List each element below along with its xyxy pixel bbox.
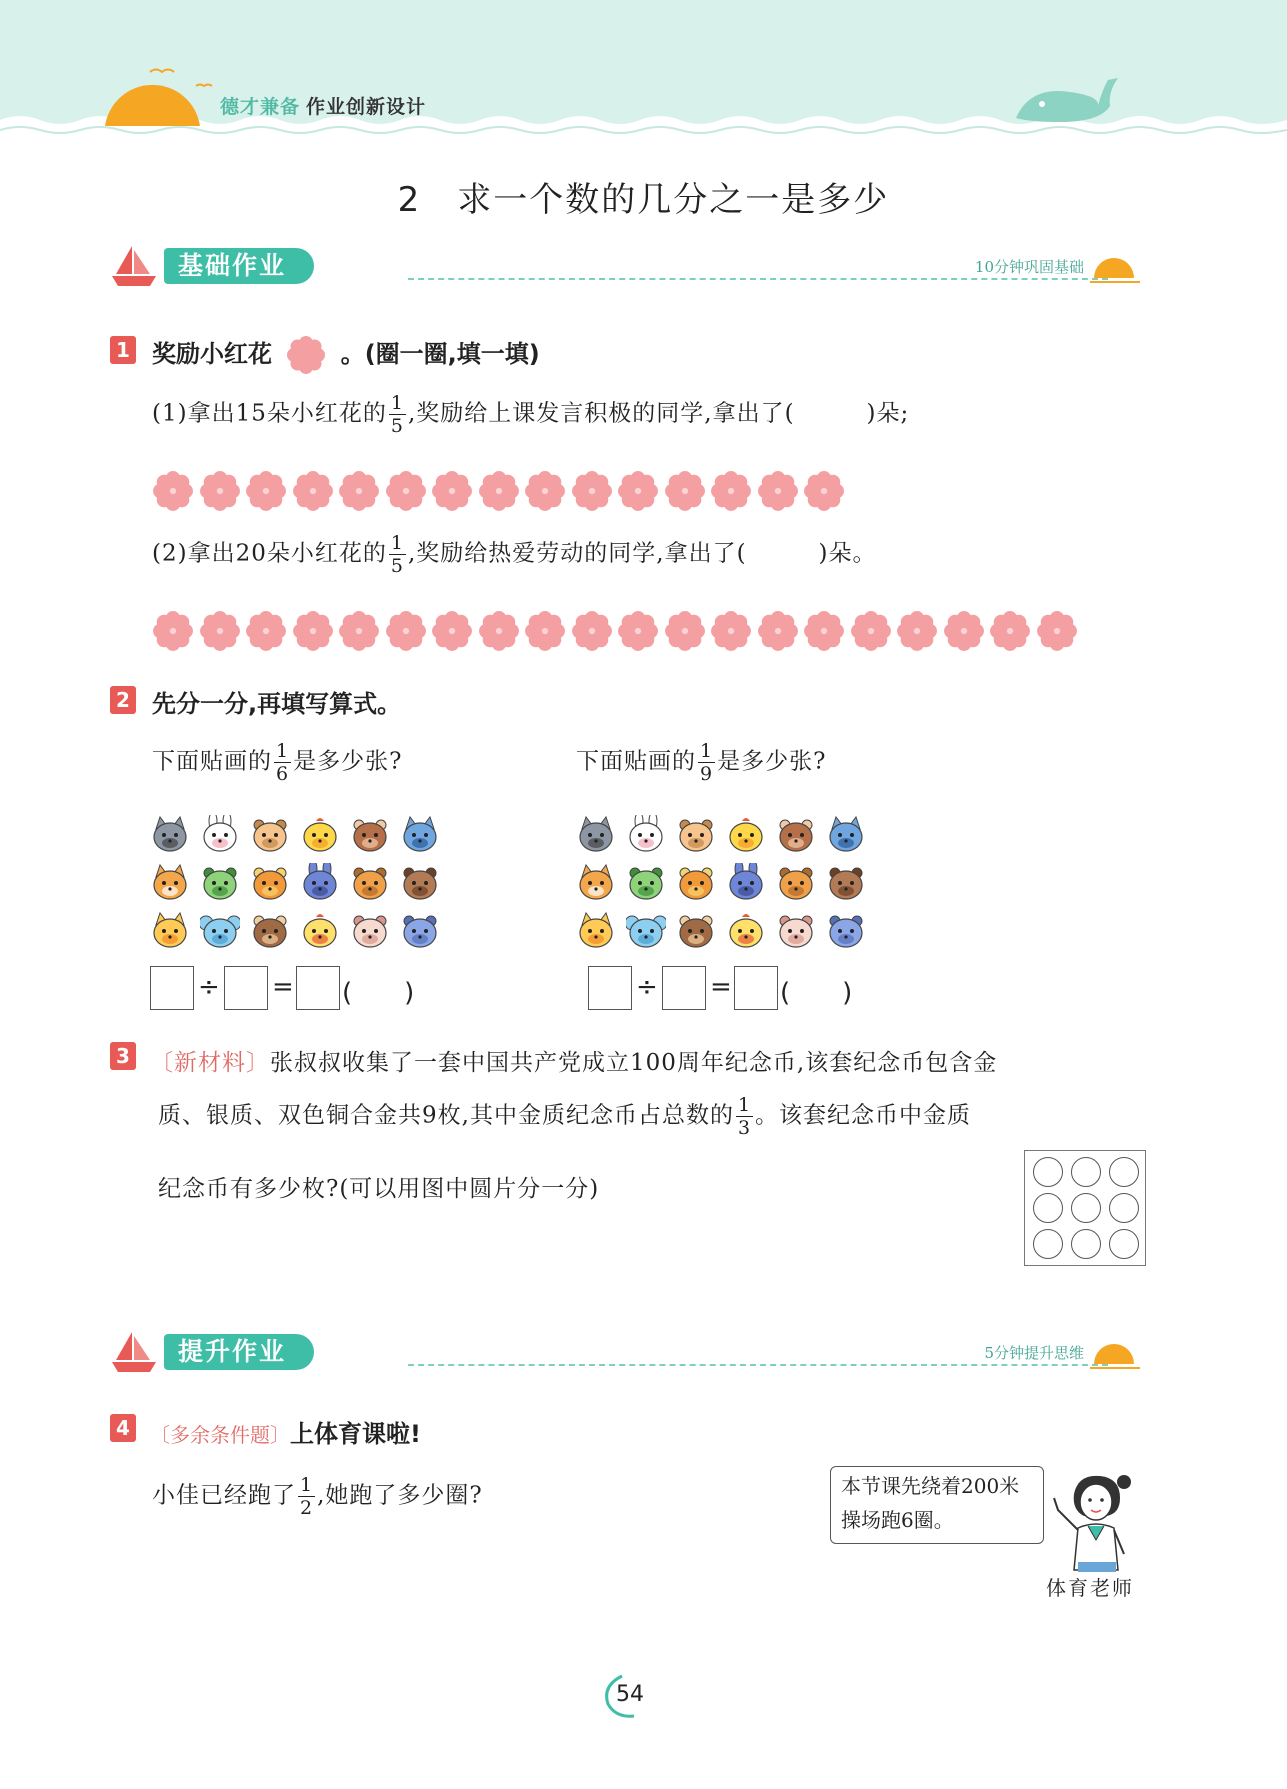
q3-line2-text-b: 。该套纪念币中金质 xyxy=(755,1102,972,1129)
flower-icon[interactable] xyxy=(199,470,241,512)
coin-circle[interactable] xyxy=(1033,1193,1063,1223)
bubble-line-2: 操场跑6圈。 xyxy=(841,1508,954,1532)
monkey-sticker-icon[interactable] xyxy=(676,815,716,853)
flower-icon[interactable] xyxy=(571,470,613,512)
denominator: 5 xyxy=(390,555,404,577)
speech-bubble xyxy=(830,1466,1044,1544)
hedgehog-sticker-icon[interactable] xyxy=(776,815,816,853)
mouse-sticker-icon[interactable] xyxy=(200,911,240,949)
question-number-2: 2 xyxy=(110,686,136,714)
flower-icon[interactable] xyxy=(199,610,241,652)
q2-right-text-b: 是多少张? xyxy=(717,748,827,775)
question-1-part-2 xyxy=(152,532,877,577)
question-2-left-prompt xyxy=(152,740,402,785)
flower-icon[interactable] xyxy=(757,470,799,512)
hippo-sticker-icon[interactable] xyxy=(400,911,440,949)
frog-sticker-icon[interactable] xyxy=(200,863,240,901)
coin-circle[interactable] xyxy=(1109,1157,1139,1187)
question-number-3: 3 xyxy=(110,1042,136,1070)
dog-sticker-icon[interactable] xyxy=(826,863,866,901)
sun-icon xyxy=(1090,252,1140,288)
sailboat-icon xyxy=(110,1330,160,1376)
answer-box[interactable] xyxy=(150,966,194,1010)
flower-icon[interactable] xyxy=(943,610,985,652)
numerator: 1 xyxy=(390,392,404,414)
answer-box[interactable] xyxy=(588,966,632,1010)
fraction xyxy=(698,740,715,785)
bear-sticker-icon[interactable] xyxy=(676,911,716,949)
question-3-line-2 xyxy=(158,1094,971,1139)
donkey-sticker-icon[interactable] xyxy=(300,863,340,901)
section-divider xyxy=(408,278,1108,280)
brand-main: 作业创新设计 xyxy=(306,96,427,118)
fraction xyxy=(298,1474,315,1519)
flower-icon[interactable] xyxy=(524,470,566,512)
coin-circle[interactable] xyxy=(1071,1193,1101,1223)
q2-left-text-b: 是多少张? xyxy=(293,748,403,775)
kitten-sticker-icon[interactable] xyxy=(150,911,190,949)
kitten-sticker-icon[interactable] xyxy=(576,911,616,949)
numerator: 1 xyxy=(737,1094,752,1116)
question-3-line-1 xyxy=(150,1044,997,1077)
teacher-illustration xyxy=(1044,1470,1144,1574)
flower-icon[interactable] xyxy=(338,470,380,512)
hedgehog-sticker-icon[interactable] xyxy=(350,815,390,853)
flower-icon[interactable] xyxy=(385,470,427,512)
deer-sticker-icon[interactable] xyxy=(350,863,390,901)
flower-icon[interactable] xyxy=(245,610,287,652)
frog-sticker-icon[interactable] xyxy=(626,863,666,901)
lesson-title: 2 求一个数的几分之一是多少 xyxy=(397,180,890,220)
section-subtitle: 5分钟提升思维 xyxy=(984,1344,1084,1362)
question-1-part-1 xyxy=(152,392,909,437)
coin-circle[interactable] xyxy=(1033,1229,1063,1259)
flower-row-20[interactable] xyxy=(152,610,1092,654)
question-number-1: 1 xyxy=(110,336,136,364)
question-1-text-before: 奖励小红花 xyxy=(152,340,272,368)
answer-box[interactable] xyxy=(224,966,268,1010)
sticker-grid-right[interactable] xyxy=(576,815,876,965)
lion-sticker-icon[interactable] xyxy=(676,863,716,901)
flower-icon[interactable] xyxy=(664,610,706,652)
teacher-caption: 体育老师 xyxy=(1046,1576,1134,1600)
section-advanced-homework xyxy=(108,1330,1148,1380)
unit-blank[interactable]: ( ) xyxy=(342,978,415,1008)
flower-icon[interactable] xyxy=(245,470,287,512)
bear-sticker-icon[interactable] xyxy=(250,911,290,949)
flower-icon[interactable] xyxy=(710,470,752,512)
donkey-sticker-icon[interactable] xyxy=(726,863,766,901)
equals-sign: = xyxy=(272,972,294,1002)
flower-icon[interactable] xyxy=(478,610,520,652)
divide-sign: ÷ xyxy=(198,972,220,1002)
flower-icon[interactable] xyxy=(803,470,845,512)
q1-p2-text-b: ,奖励给热爱劳动的同学,拿出了( )朵。 xyxy=(407,540,877,567)
flower-icon[interactable] xyxy=(803,610,845,652)
mouse-sticker-icon[interactable] xyxy=(626,911,666,949)
flower-icon[interactable] xyxy=(989,610,1031,652)
equals-sign: = xyxy=(710,972,732,1002)
fraction xyxy=(389,392,406,437)
fraction xyxy=(389,532,406,577)
denominator: 5 xyxy=(390,415,404,437)
numerator: 1 xyxy=(390,532,404,554)
answer-box[interactable] xyxy=(734,966,778,1010)
pig-sticker-icon[interactable] xyxy=(776,911,816,949)
flower-icon[interactable] xyxy=(896,610,938,652)
numerator: 1 xyxy=(276,740,290,762)
denominator: 3 xyxy=(737,1117,752,1139)
flower-icon[interactable] xyxy=(152,610,194,652)
hippo-sticker-icon[interactable] xyxy=(826,911,866,949)
unit-blank[interactable]: ( ) xyxy=(780,978,853,1008)
chicken-sticker-icon[interactable] xyxy=(300,911,340,949)
answer-box[interactable] xyxy=(662,966,706,1010)
section-label: 提升作业 xyxy=(164,1334,314,1370)
q1-p1-text-b: ,奖励给上课发言积极的同学,拿出了( )朵; xyxy=(407,400,910,427)
flower-icon[interactable] xyxy=(617,470,659,512)
sun-icon xyxy=(1090,1338,1140,1374)
rabbit-sticker-icon[interactable] xyxy=(626,815,666,853)
flower-icon[interactable] xyxy=(1036,610,1078,652)
numerator: 1 xyxy=(700,740,714,762)
section-label: 基础作业 xyxy=(164,248,314,284)
sticker-grid-left[interactable] xyxy=(150,815,450,965)
flower-icon[interactable] xyxy=(757,610,799,652)
fox-sticker-icon[interactable] xyxy=(150,863,190,901)
flower-row-15[interactable] xyxy=(152,470,852,514)
q4-text-a: 小佳已经跑了 xyxy=(152,1482,296,1509)
denominator: 6 xyxy=(276,763,290,785)
sailboat-icon xyxy=(110,244,160,290)
deer-sticker-icon[interactable] xyxy=(776,863,816,901)
fraction xyxy=(274,740,291,785)
pig-sticker-icon[interactable] xyxy=(350,911,390,949)
denominator: 2 xyxy=(300,1497,314,1519)
section-basic-homework xyxy=(108,244,1148,294)
q4-text-b: ,她跑了多少圈? xyxy=(317,1482,483,1509)
divide-sign: ÷ xyxy=(636,972,658,1002)
question-1-prompt xyxy=(152,334,540,375)
brand-accent: 德才兼备 xyxy=(220,96,301,118)
section-divider xyxy=(408,1364,1108,1366)
chicken-sticker-icon[interactable] xyxy=(726,911,766,949)
q2-left-text-a: 下面贴画的 xyxy=(152,748,272,775)
coin-circle[interactable] xyxy=(1033,1157,1063,1187)
flower-icon[interactable] xyxy=(385,610,427,652)
question-4-line xyxy=(152,1474,483,1519)
flower-icon[interactable] xyxy=(571,610,613,652)
flower-icon[interactable] xyxy=(152,470,194,512)
chick-sticker-icon[interactable] xyxy=(726,815,766,853)
equation-right xyxy=(588,966,888,1012)
q3-line1-text: 张叔叔收集了一套中国共产党成立100周年纪念币,该套纪念币包含金 xyxy=(270,1050,998,1076)
cat-sticker-icon[interactable] xyxy=(826,815,866,853)
flower-icon[interactable] xyxy=(292,470,334,512)
flower-icon[interactable] xyxy=(431,470,473,512)
flower-icon[interactable] xyxy=(431,610,473,652)
flower-icon[interactable] xyxy=(850,610,892,652)
question-3-line-3: 纪念币有多少枚?(可以用图中圆片分一分) xyxy=(158,1176,600,1202)
q2-right-text-a: 下面贴画的 xyxy=(576,748,696,775)
raccoon-sticker-icon[interactable] xyxy=(576,815,616,853)
q3-line2-text-a: 质、银质、双色铜合金共9枚,其中金质纪念币占总数的 xyxy=(158,1102,734,1129)
q1-p1-text-a: (1)拿出15朵小红花的 xyxy=(152,400,387,427)
coin-circle[interactable] xyxy=(1109,1229,1139,1259)
coin-circle[interactable] xyxy=(1071,1229,1101,1259)
question-tag: 〔新材料〕 xyxy=(150,1050,270,1076)
flower-icon[interactable] xyxy=(338,610,380,652)
numerator: 1 xyxy=(300,1474,314,1496)
dog-sticker-icon[interactable] xyxy=(400,863,440,901)
flower-icon[interactable] xyxy=(710,610,752,652)
bubble-line-1: 本节课先绕着200米 xyxy=(841,1474,1020,1498)
brand-title xyxy=(220,92,426,119)
page-number-text: 54 xyxy=(616,1682,644,1707)
page-header-banner xyxy=(0,0,1287,150)
lion-sticker-icon[interactable] xyxy=(250,863,290,901)
equation-left xyxy=(150,966,450,1012)
coin-circle[interactable] xyxy=(1109,1193,1139,1223)
raccoon-sticker-icon[interactable] xyxy=(150,815,190,853)
fox-sticker-icon[interactable] xyxy=(576,863,616,901)
flower-icon[interactable] xyxy=(664,470,706,512)
q1-p2-text-a: (2)拿出20朵小红花的 xyxy=(152,540,387,567)
flower-icon[interactable] xyxy=(617,610,659,652)
denominator: 9 xyxy=(700,763,714,785)
coin-circle[interactable] xyxy=(1071,1157,1101,1187)
coin-tray[interactable] xyxy=(1024,1150,1146,1266)
chick-sticker-icon[interactable] xyxy=(300,815,340,853)
rabbit-sticker-icon[interactable] xyxy=(200,815,240,853)
cat-sticker-icon[interactable] xyxy=(400,815,440,853)
monkey-sticker-icon[interactable] xyxy=(250,815,290,853)
question-4-prompt xyxy=(150,1414,421,1449)
question-tag: 〔多余条件题〕 xyxy=(150,1423,290,1447)
flower-icon[interactable] xyxy=(524,610,566,652)
section-subtitle: 10分钟巩固基础 xyxy=(974,258,1084,276)
fraction xyxy=(736,1094,753,1139)
question-number-4: 4 xyxy=(110,1414,136,1442)
question-2-prompt: 先分一分,再填写算式。 xyxy=(152,690,402,718)
page-number xyxy=(600,1672,660,1720)
question-1-text-after: 。(圈一圈,填一填) xyxy=(340,340,540,368)
flower-icon xyxy=(286,335,326,375)
question-4-title: 上体育课啦! xyxy=(290,1420,421,1448)
flower-icon[interactable] xyxy=(478,470,520,512)
question-2-right-prompt xyxy=(576,740,826,785)
flower-icon[interactable] xyxy=(292,610,334,652)
answer-box[interactable] xyxy=(296,966,340,1010)
